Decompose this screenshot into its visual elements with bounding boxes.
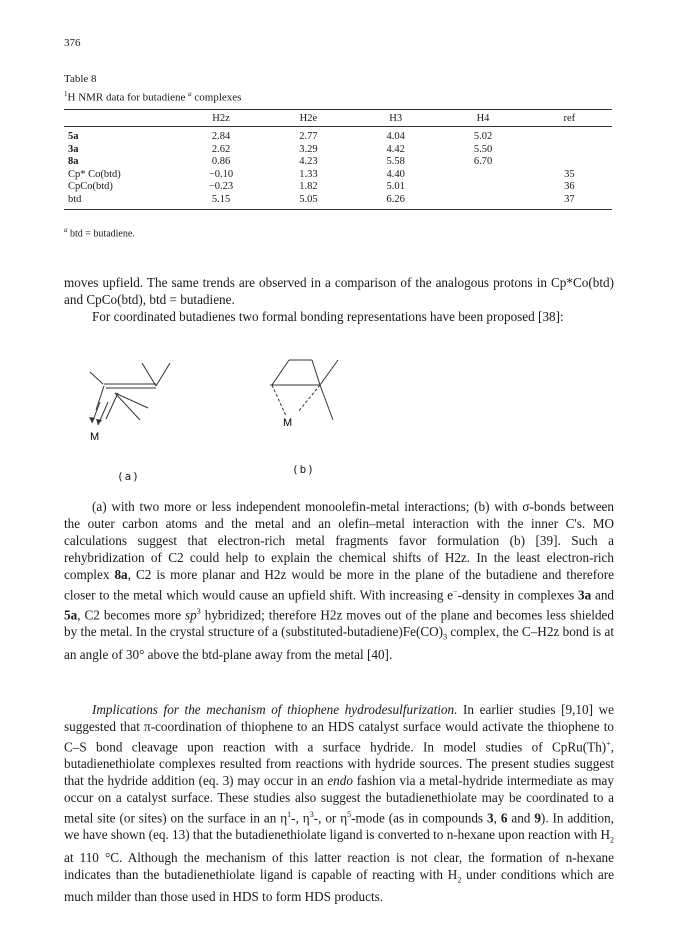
row-label: 3a	[68, 143, 79, 155]
para4-text-1: In earlier studies [9,10] we suggested that π-coordination of thiophene to an HDS catalyst surface would activate the thiophene to C–S bond cleavage upon reaction with a surface hydride. In model studies of CpRu(Th)	[64, 702, 614, 755]
bond-a-8	[115, 393, 140, 420]
table-cell: −0.10	[208, 168, 234, 180]
table-cell: 4.23	[299, 156, 318, 168]
bond-b-2	[272, 360, 289, 385]
para4-text-11: under conditions which are much milder than those used in HDS to form HDS products.	[64, 866, 614, 905]
table-cell: 4.40	[386, 168, 405, 180]
arrow-a-2	[96, 419, 102, 425]
table-cell: 1.82	[299, 181, 318, 193]
bond-b-4	[320, 360, 338, 385]
row-label: Cp* Co(btd)	[68, 168, 121, 180]
table-cell: 4.42	[386, 143, 405, 155]
bond-a-5	[156, 363, 170, 386]
para4-text-4: -, η	[291, 810, 310, 826]
figure-label-b: (b)	[292, 463, 315, 476]
table-cell: 5.15	[177, 194, 264, 209]
para4-compound-6: 6	[500, 810, 508, 826]
table-cell: 3.29	[299, 143, 318, 155]
header-cell-h2z: H2z	[177, 110, 264, 127]
para4-endo: endo	[327, 773, 353, 789]
row-label: btd	[64, 194, 177, 209]
caption-suffix: complexes	[194, 91, 242, 104]
page-number: 376	[64, 37, 81, 49]
table-cell: 5.01	[386, 181, 405, 193]
row-label: 8a	[68, 156, 79, 168]
bond-a-7	[106, 393, 118, 419]
figure-label-a: (a)	[117, 470, 140, 483]
para4-text-5: -, or η	[313, 810, 348, 826]
caption-footnote-mark: a	[188, 90, 192, 98]
para4-sup-1: 1	[287, 809, 292, 819]
para3-sup-minus: −	[453, 586, 458, 596]
arrow-a-1	[89, 417, 95, 423]
para4-text-8: and	[507, 810, 535, 826]
paragraph-2: For coordinated butadienes two formal bonding representations have been proposed [38]:	[92, 309, 564, 324]
table-cell: 1.33	[299, 168, 318, 180]
para4-sup-3: 3	[309, 809, 314, 819]
para4-sup-5: 5	[347, 809, 352, 819]
header-cell-h2e: H2e	[265, 110, 352, 127]
metal-label-a: M	[90, 431, 100, 443]
para3-sup-3: 3	[196, 606, 201, 616]
para4-text-9: ). In addition, we have shown (eq. 13) that the butadienethiolate ligand is converted to n-hexane upon reaction with H	[64, 810, 614, 843]
caption-superscript: 1	[64, 90, 68, 98]
footnote-mark: a	[64, 226, 68, 234]
table-cell: 2.84	[211, 131, 231, 142]
bond-a-6	[96, 386, 104, 410]
paragraph-3	[64, 499, 614, 664]
table-cell: 0.86	[211, 156, 231, 168]
para3-text-6: hybridized; therefore H2z moves out of the plane and becomes less shielded by the metal. In the crystal structure of a (substituted-butadiene)Fe(CO)	[64, 607, 614, 640]
bond-b-3	[312, 360, 320, 385]
table-cell: 37	[527, 194, 612, 209]
table-cell: 5.05	[265, 194, 352, 209]
table-cell: 5.50	[473, 143, 493, 155]
para3-sub-3: 3	[443, 632, 448, 642]
table-cell: 2.62	[211, 143, 231, 155]
metal-label-b: M	[283, 417, 293, 429]
structure-a	[90, 363, 170, 425]
section-heading-implications: Implications for the mechanism of thiophene hydrodesulfurization.	[92, 702, 458, 717]
metal-bond-b-2	[298, 385, 320, 412]
para3-sp: sp	[185, 607, 197, 623]
para4-sup-plus: +	[606, 738, 611, 748]
para4-sub-2a: 2	[610, 835, 615, 845]
table-cell: 2.77	[299, 131, 318, 142]
para4-text-2: , butadienethiolate complexes resulted from reactions with hydride sources. The present studies suggest that the hydride addition (eq. 3) may occur in an	[64, 739, 614, 789]
table-cell: 6.26	[352, 194, 439, 209]
para3-text-5: , C2 becomes more	[77, 607, 186, 623]
para3-compound-3a: 3a	[578, 586, 592, 602]
table-cell: 4.04	[386, 131, 405, 142]
header-cell-h4: H4	[439, 110, 526, 127]
para4-compound-3: 3	[487, 810, 494, 826]
para3-text-1: (a) with two more or less independent monoolefin-metal interactions; (b) with σ-bonds between the outer carbon atoms and the metal and an olefin–metal interaction with the inner C's. MO calculations suggest that electron-rich metal fragments favor formulation (b) [39]. Such a rehybridization of C2 could help to explain the chemical shifts of H2z. In the least electron-rich complex	[64, 499, 614, 582]
footnote-text: btd = butadiene.	[70, 228, 135, 240]
paragraph-1: moves upfield. The same trends are observed in a comparison of the analogous protons in Cp*Co(btd) and CpCo(btd), btd = butadiene.	[64, 275, 614, 307]
para4-text-7: ,	[493, 810, 501, 826]
metal-bond-b-1	[272, 385, 286, 416]
para4-text-3: fashion via a metal-hydride intermediate as may occur on a catalyst surface. These studies also suggest the butadienethiolate may be coordinated to a metal site (or sites) on the surface in an η	[64, 773, 614, 826]
paragraph-4	[64, 702, 614, 906]
para4-compound-9: 9	[534, 810, 541, 826]
bond-b-6	[320, 385, 333, 420]
table-title: Table 8	[64, 73, 97, 85]
bond-a-1	[90, 372, 103, 384]
table-cell: 6.70	[473, 156, 493, 168]
table-cell: 35	[564, 168, 575, 180]
para4-text-10: at 110 °C. Although the mechanism of this latter reaction is not clear, the formation of n-hexane indicates than the butadienethiolate ligand is capable of reacting with H	[64, 849, 614, 882]
para4-sub-2b: 2	[457, 875, 462, 885]
para4-text-6: -mode (as in compounds	[351, 810, 487, 826]
para3-text-2: , C2 is more planar and H2z would be more in the plane of the butadiene and therefore closer to the metal which would cause an upfield shift. With increasing e	[64, 566, 614, 602]
bond-a-4	[142, 363, 156, 386]
table-cell: 5.58	[386, 156, 405, 168]
para3-text-7: complex, the C–H2z bond is at an angle of 30° above the btd-plane away from the metal [40].	[64, 624, 614, 662]
table-cell: 36	[564, 181, 575, 193]
table-cell: 5.02	[473, 131, 493, 142]
para3-compound-5a: 5a	[64, 607, 78, 623]
para3-compound-8a: 8a	[114, 566, 128, 582]
bond-a-9	[115, 393, 148, 408]
row-label: 5a	[68, 131, 79, 142]
para3-text-4: and	[591, 586, 615, 602]
structure-b	[270, 360, 338, 420]
header-cell-h3: H3	[352, 110, 439, 127]
para3-text-3: -density in complexes	[457, 586, 579, 602]
row-label: CpCo(btd)	[68, 181, 113, 193]
header-cell-ref: ref	[527, 110, 612, 127]
caption-text: H NMR data for butadiene	[67, 91, 186, 104]
table-cell: −0.23	[208, 181, 234, 193]
